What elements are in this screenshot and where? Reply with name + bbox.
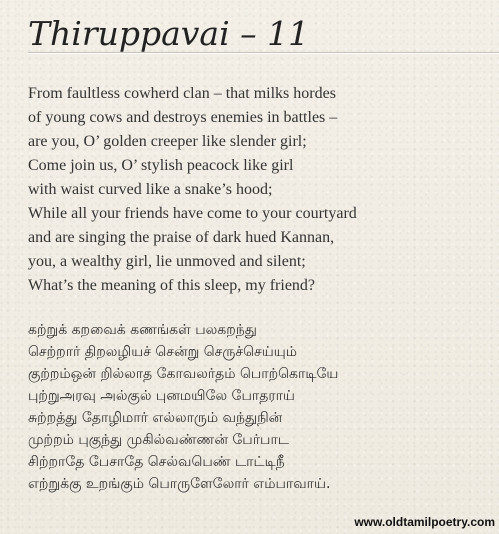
tamil-verse-line: கற்றுக் கறவைக் கணங்கள் பலகறந்து bbox=[28, 322, 257, 338]
tamil-verse-line: முற்றம் புகுந்து முகில்வண்ணன் பேர்பாட bbox=[28, 432, 289, 448]
site-url-watermark: www.oldtamilpoetry.com bbox=[354, 515, 495, 529]
tamil-verse-line: குற்றம்ஒன் றில்லாத கோவலர்தம் பொற்கொடியே bbox=[28, 366, 339, 382]
tamil-verse-line: புற்றுஅரவு அல்குல் புனமயிலே போதராய் bbox=[28, 388, 295, 404]
verse-line: From faultless cowherd clan – that milks hordes bbox=[28, 85, 336, 102]
page-title: Thiruppavai – 11 bbox=[28, 14, 310, 53]
tamil-verse-line: எற்றுக்கு உறங்கும் பொருளேலோர் எம்பாவாய். bbox=[28, 476, 331, 492]
tamil-verse-line: சிற்றாதே பேசாதே செல்வபெண் டாட்டிநீ bbox=[28, 454, 285, 470]
verse-line: you, a wealthy girl, lie unmoved and silent; bbox=[28, 253, 306, 270]
tamil-verse-line: சுற்றத்து தோழிமார் எல்லாரும் வந்துநின் bbox=[28, 410, 283, 426]
verse-line: of young cows and destroys enemies in battles – bbox=[28, 109, 338, 126]
verse-line: What’s the meaning of this sleep, my friend? bbox=[28, 277, 316, 294]
verse-line: Come join us, O’ stylish peacock like girl bbox=[28, 157, 294, 174]
verse-line: and are singing the praise of dark hued Kannan, bbox=[28, 229, 335, 246]
title-divider bbox=[28, 52, 499, 54]
verse-line: are you, O’ golden creeper like slender girl; bbox=[28, 133, 307, 150]
tamil-verse-line: செற்றார் திறலழியச் சென்று செருச்செய்யும் bbox=[28, 344, 298, 360]
verse-line: While all your friends have come to your courtyard bbox=[28, 205, 357, 222]
english-verse bbox=[28, 82, 357, 298]
tamil-verse bbox=[28, 319, 338, 495]
verse-line: with waist curved like a snake’s hood; bbox=[28, 181, 273, 198]
